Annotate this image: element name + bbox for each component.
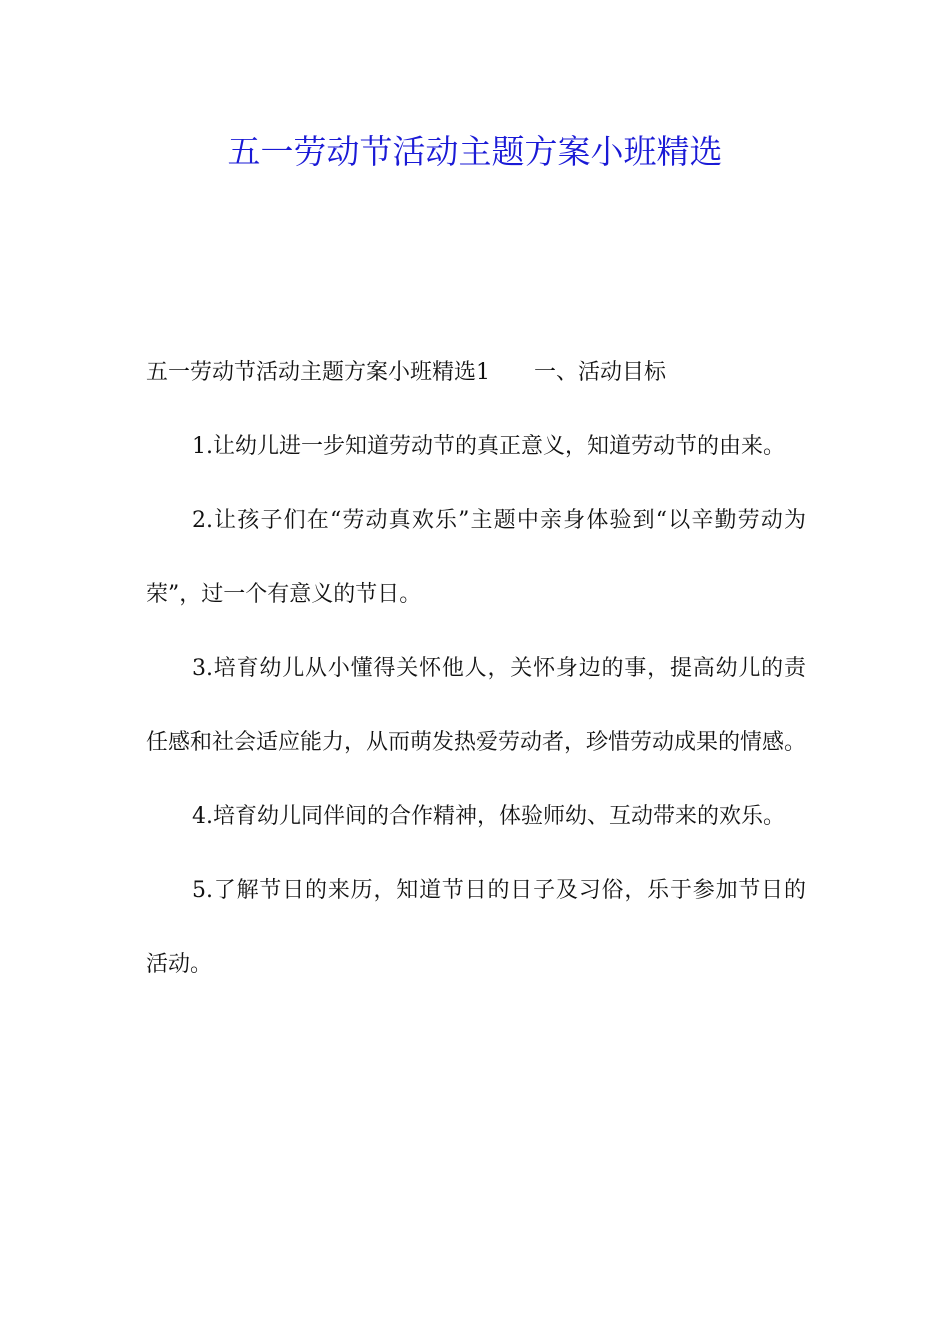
- document-title: 五一劳动节活动主题方案小班精选: [227, 132, 723, 171]
- goal-item-2: 2.让孩子们在“劳动真欢乐”主题中亲身体验到“以辛勤劳动为荣”，过一个有意义的节日。: [146, 508, 806, 607]
- intro-line: [146, 336, 806, 410]
- goal-item-3: 3.培育幼儿从小懂得关怀他人，关怀身边的事，提高幼儿的责任感和社会适应能力，从而萌发热爱劳动者，珍惜劳动成果的情感。: [146, 656, 807, 755]
- document-body: [146, 336, 806, 1002]
- goal-item-4: 4.培育幼儿同伴间的合作精神，体验师幼、互动带来的欢乐。: [192, 804, 785, 829]
- goal-item-5: 5.了解节日的来历，知道节日的日子及习俗，乐于参加节日的活动。: [146, 878, 806, 977]
- section-heading: 一、活动目标: [534, 360, 667, 385]
- intro-heading: 五一劳动节活动主题方案小班精选1: [146, 360, 490, 385]
- goal-item-1: 1.让幼儿进一步知道劳动节的真正意义，知道劳动节的由来。: [192, 434, 785, 459]
